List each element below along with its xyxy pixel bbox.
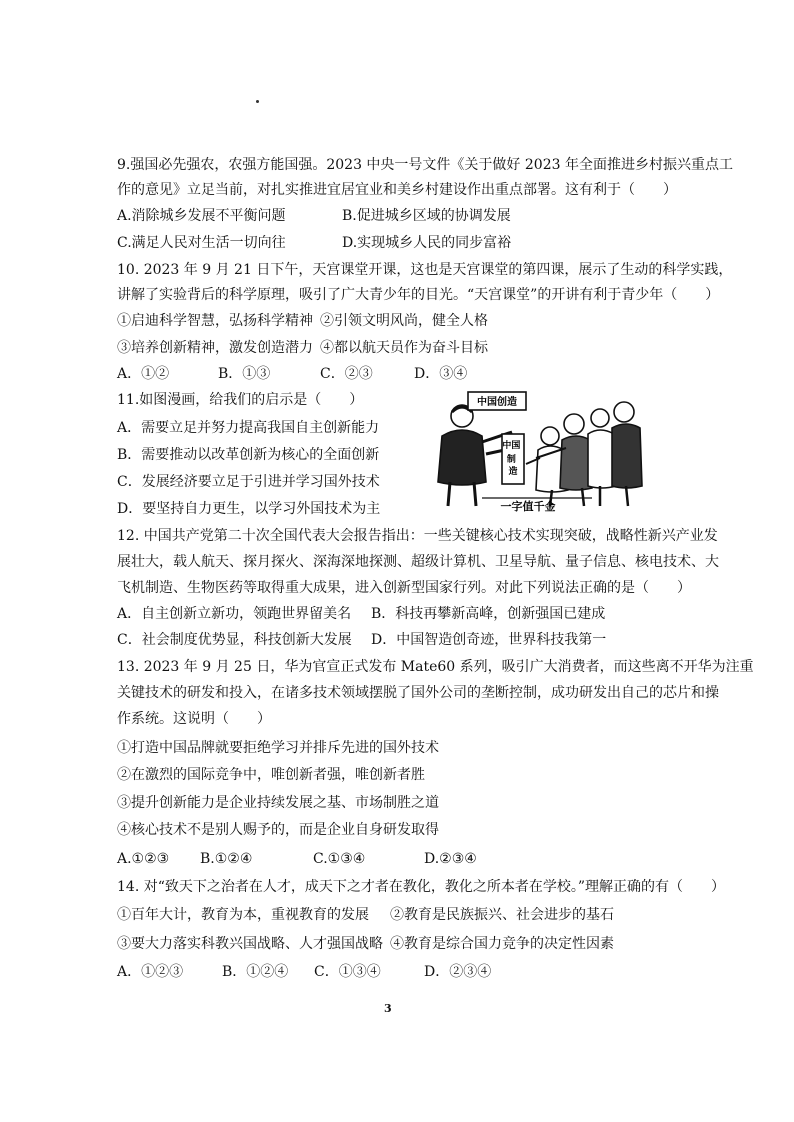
q10-stem-line-2: 讲解了实验背后的科学原理，吸引了广大青少年的目光。“天宫课堂”的开讲有利于青少年（ ）	[117, 287, 720, 303]
q13-statement-1: ①打造中国品牌就要拒绝学习并排斥先进的国外技术	[117, 740, 439, 756]
q10-option-d: D．③④	[414, 366, 468, 382]
cartoon-box-char-2: 制	[506, 455, 516, 465]
cartoon-box-char-3: 造	[508, 467, 518, 477]
q13-stem-line-2: 关键技术的研发和投入，在诸多技术领域摆脱了国外公司的垄断控制，成功研发出自己的芯片和操	[117, 685, 719, 701]
q13-stem-line-1: 13. 2023 年 9 月 25 日，华为官宣正式发布 Mate60 系列，吸引广大消费者，而这些离不开华为注重	[117, 659, 754, 675]
q12-option-b: B．科技再攀新高峰，创新强国已建成	[371, 606, 606, 622]
q11-option-d: D．要坚持自力更生，以学习外国技术为主	[117, 501, 381, 517]
cartoon-box-char-1: 中国	[502, 441, 521, 451]
q10-statement-2: ②引领文明风尚，健全人格	[320, 313, 488, 329]
q12-option-c: C．社会制度优势显，科技创新大发展	[117, 632, 352, 648]
q12-option-a: A．自主创新立新功，领跑世界留美名	[117, 606, 352, 622]
q14-statement-1: ①百年大计，教育为本，重视教育的发展	[117, 907, 369, 923]
cartoon-caption: 一字值千金	[500, 500, 556, 512]
q11-option-b: B．需要推动以改革创新为核心的全面创新	[117, 447, 380, 463]
q13-option-a: A.①②③	[117, 851, 170, 867]
q14-statement-4: ④教育是综合国力竞争的决定性因素	[390, 936, 614, 952]
q11-option-c: C．发展经济要立足于引进并学习国外技术	[117, 474, 380, 490]
q10-stem-line-1: 10. 2023 年 9 月 21 日下午，天宫课堂开课，这也是天宫课堂的第四课，展示了生动的科学实践，	[117, 262, 733, 278]
page-number: 3	[384, 1002, 392, 1015]
q10-statement-4: ④都以航天员作为奋斗目标	[320, 340, 488, 356]
q13-statement-3: ③提升创新能力是企业持续发展之基、市场制胜之道	[117, 795, 439, 811]
q10-option-b: B．①③	[218, 366, 271, 382]
q9-option-c: C.满足人民对生活一切向往	[117, 235, 286, 251]
q14-option-a: A．①②③	[117, 964, 184, 980]
q9-option-b: B.促进城乡区域的协调发展	[342, 208, 511, 224]
q12-stem-line-2: 展壮大，载人航天、探月探火、深海深地探测、超级计算机、卫星导航、量子信息、核电技术、大	[117, 554, 719, 570]
q14-option-c: C．①③④	[314, 964, 381, 980]
q13-statement-4: ④核心技术不是别人赐予的，而是企业自身研发取得	[117, 822, 439, 838]
q12-stem-line-3: 飞机制造、生物医药等取得重大成果，进入创新型国家行列。对此下列说法正确的是（ ）	[117, 580, 691, 596]
q9-option-d: D.实现城乡人民的同步富裕	[342, 235, 512, 251]
q14-stem: 14. 对“致天下之治者在人才，成天下之才者在教化，教化之所本者在学校。”理解正确的有（ ）	[117, 879, 726, 895]
cartoon-sign-text: 中国创造	[477, 397, 517, 408]
q14-statement-3: ③要大力落实科教兴国战略、人才强国战略	[117, 936, 383, 952]
q11-option-a: A．需要立足并努力提高我国自主创新能力	[117, 420, 380, 436]
q11-stem: 11.如图漫画，给我们的启示是（ ）	[117, 392, 364, 408]
cartoon-illustration	[412, 388, 654, 512]
q10-statement-1: ①启迪科学智慧，弘扬科学精神	[117, 313, 313, 329]
cartoon-box-text: 中国制造	[412, 388, 416, 389]
scan-speck	[256, 100, 259, 103]
q10-statement-3: ③培养创新精神，激发创造潜力	[117, 340, 313, 356]
q13-option-c: C.①③④	[313, 851, 366, 867]
q13-option-b: B.①②④	[200, 851, 253, 867]
q14-option-d: D．②③④	[424, 964, 492, 980]
q12-stem-line-1: 12. 中国共产党第二十次全国代表大会报告指出：一些关键核心技术实现突破，战略性新兴产业发	[117, 528, 718, 544]
q13-statement-2: ②在激烈的国际竞争中，唯创新者强，唯创新者胜	[117, 767, 425, 783]
q13-option-d: D.②③④	[424, 851, 477, 867]
q14-option-b: B．①②④	[222, 964, 289, 980]
q14-statement-2: ②教育是民族振兴、社会进步的基石	[390, 907, 614, 923]
q12-option-d: D．中国智造创奇迹，世界科技我第一	[371, 632, 607, 648]
q10-option-a: A．①②	[117, 366, 170, 382]
q9-option-a: A.消除城乡发展不平衡问题	[117, 208, 286, 224]
q9-stem-line-1: 9.强国必先强农，农强方能国强。2023 中央一号文件《关于做好 2023 年全面推进乡村振兴重点工	[117, 157, 733, 173]
q10-option-c: C．②③	[320, 366, 373, 382]
q13-stem-line-3: 作系统。这说明（ ）	[117, 711, 271, 727]
q9-stem-line-2: 作的意见》立足当前，对扎实推进宜居宜业和美乡村建设作出重点部署。这有利于（ ）	[117, 182, 677, 198]
